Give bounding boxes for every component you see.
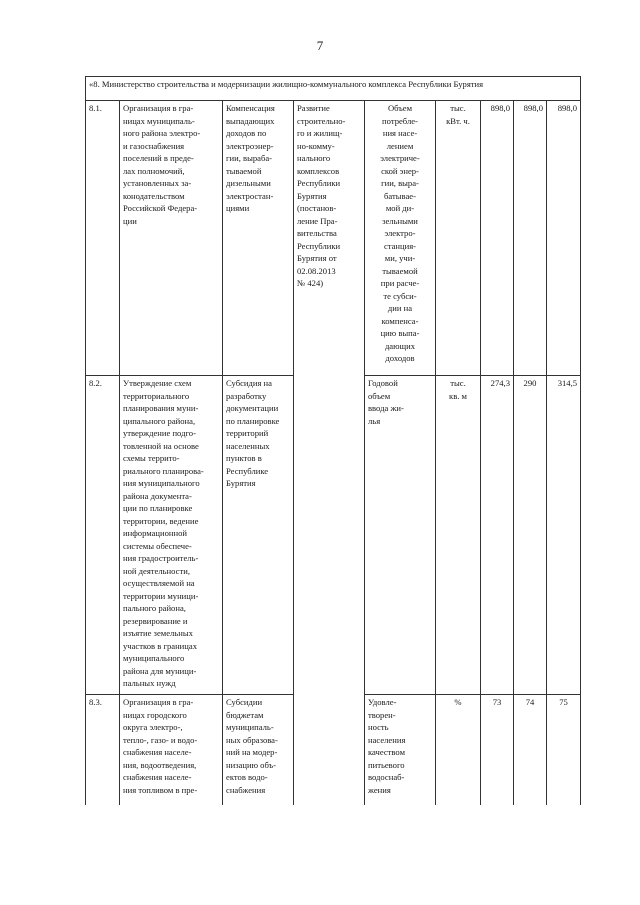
value-cell-2: 74 — [514, 695, 547, 806]
row-number: 8.2. — [86, 376, 120, 695]
unit-cell: тыс. кв. м — [436, 376, 481, 695]
value-cell-3: 314,5 — [547, 376, 581, 695]
mechanism-cell: Субсидия на разработку документации по планировке территорий населенных пунктов в Республике Бурятия — [223, 376, 294, 695]
value-cell-1: 274,3 — [481, 376, 514, 695]
indicator-cell: Удовле- творен- ность населения качеством питьевого водоснаб- жения — [365, 695, 436, 806]
program-cell-continuation — [294, 695, 365, 806]
mechanism-cell: Компенсация выпадающих доходов по электроэнер- гии, выраба- тываемой дизельными электростан- циями — [223, 101, 294, 376]
program-cell: Развитие строительно- го и жилищ- но-комму- нального комплексов Республики Бурятия (постанов- ление Пра- вительства Республики Бурятия от 02.08.2013 № 424) — [294, 101, 365, 376]
value-cell-3: 898,0 — [547, 101, 581, 376]
indicator-cell: Годовой объем ввода жи- лья — [365, 376, 436, 695]
row-number: 8.3. — [86, 695, 120, 806]
table-row — [86, 695, 581, 806]
value-cell-1: 898,0 — [481, 101, 514, 376]
indicator-cell: Объем потребле- ния насе- лением электриче- ской энер- гии, выра- батывае- мой ди- зельными электро- станция- ми, учи- тываемой при расче- те субси- дии на компенса- цию выпа- дающих доходов — [365, 101, 436, 376]
table-row — [86, 376, 581, 695]
value-cell-2: 898,0 — [514, 101, 547, 376]
page-number: 7 — [316, 38, 324, 53]
table-row — [86, 101, 581, 376]
program-cell-continuation — [294, 376, 365, 695]
unit-cell: % — [436, 695, 481, 806]
section-title: «8. Министерство строительства и модернизации жилищно-коммунального комплекса Республики Бурятия — [86, 77, 581, 101]
value-cell-2: 290 — [514, 376, 547, 695]
row-number: 8.1. — [86, 101, 120, 376]
value-cell-1: 73 — [481, 695, 514, 806]
measure-cell: Организация в гра- ницах городского округа электро-, тепло-, газо- и водо- снабжения населе- ния, водоотведения, снабжения населе- ния топливом в пре- — [120, 695, 223, 806]
section-header-row — [86, 77, 581, 101]
measure-cell: Организация в гра- ницах муниципаль- ного района электро- и газоснабжения поселений в преде- лах полномочий, установленных за- конодательством Российской Федера- ции — [120, 101, 223, 376]
mechanism-cell: Субсидии бюджетам муниципаль- ных образова- ний на модер- низацию объ- ектов водо- снабжения — [223, 695, 294, 806]
value-cell-3: 75 — [547, 695, 581, 806]
measure-cell: Утверждение схем территориального планирования муни- ципального района, утверждение подго- товленной на основе схемы террито- риального планирова- ния муниципального района документа- ции по планировке территории, ведение информационной системы обеспече- ния градостроитель- ной деятельности, осуществляемой на территории муници- пального района, резервирование и изъятие земельных участков в границах муниципального района для муници- пальных нужд — [120, 376, 223, 695]
unit-cell: тыс. кВт. ч. — [436, 101, 481, 376]
measures-table — [85, 76, 581, 805]
